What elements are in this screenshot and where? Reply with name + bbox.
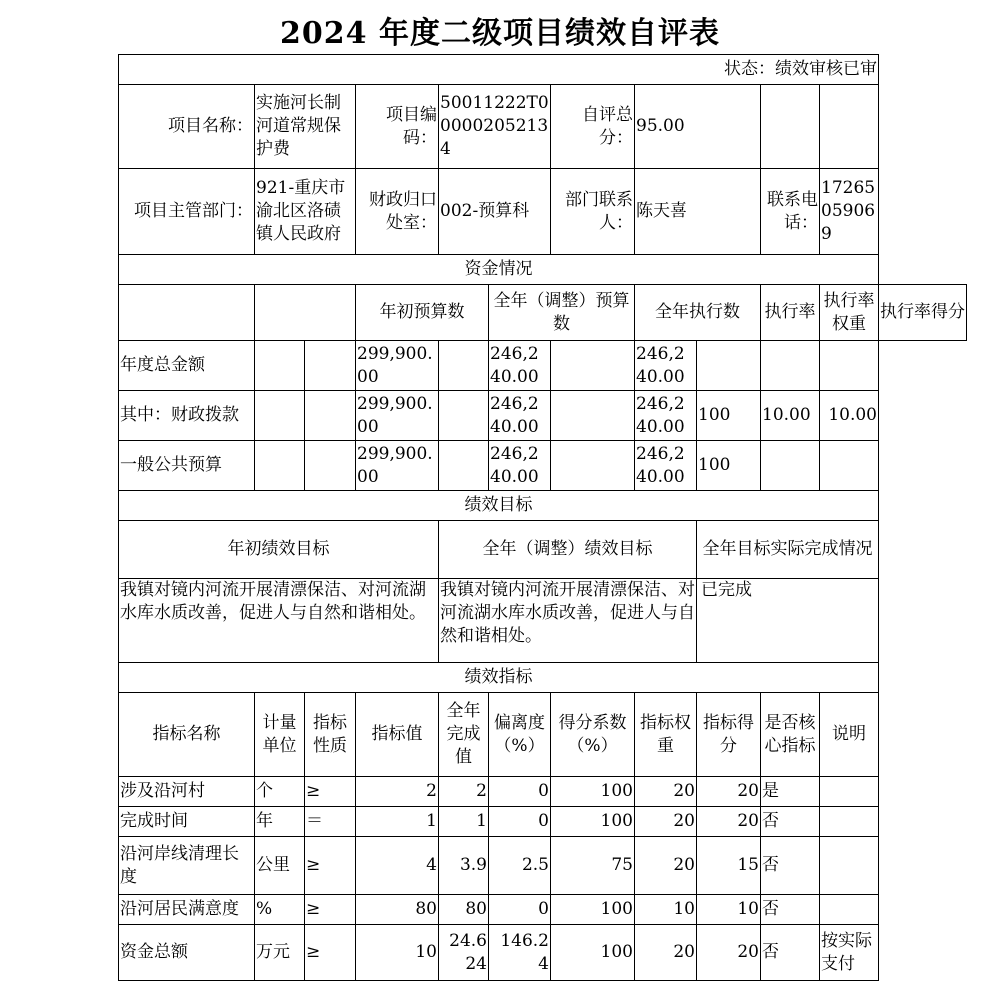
ind-unit: 年	[255, 807, 305, 837]
ind-core: 否	[761, 925, 820, 981]
ind-value: 1	[356, 807, 439, 837]
phone-value: 17265059069	[820, 169, 879, 255]
ind-core: 否	[761, 807, 820, 837]
ind-header: 指标值	[356, 693, 439, 777]
empty-cell	[551, 391, 635, 441]
self-score-label: 自评总分：	[551, 85, 635, 169]
funds-initial: 299,900.00	[356, 391, 439, 441]
ind-header: 指标得分	[697, 693, 761, 777]
ind-unit: 公里	[255, 837, 305, 895]
ind-weight: 20	[635, 925, 697, 981]
ind-name: 涉及沿河村	[119, 777, 255, 807]
funds-executed: 246,240.00	[635, 341, 697, 391]
ind-header: 计量单位	[255, 693, 305, 777]
ind-score: 10	[697, 895, 761, 925]
funds-adjusted: 246,240.00	[489, 391, 551, 441]
evaluation-table	[118, 54, 967, 981]
ind-header: 指标名称	[119, 693, 255, 777]
ind-core: 否	[761, 895, 820, 925]
funds-weight	[761, 441, 820, 491]
goals-header-initial: 年初绩效目标	[119, 521, 439, 579]
goals-header-actual: 全年目标实际完成情况	[697, 521, 879, 579]
ind-coef: 100	[551, 777, 635, 807]
dept-label: 项目主管部门：	[119, 169, 255, 255]
ind-header: 是否核心指标	[761, 693, 820, 777]
empty-cell	[255, 341, 305, 391]
funds-executed: 246,240.00	[635, 441, 697, 491]
funds-header-rate: 执行率	[761, 285, 820, 341]
funds-score	[820, 441, 879, 491]
project-code-label: 项目编码：	[356, 85, 439, 169]
funds-header-weight: 执行率权重	[820, 285, 879, 341]
ind-name: 完成时间	[119, 807, 255, 837]
ind-value: 10	[356, 925, 439, 981]
empty-cell	[255, 441, 305, 491]
funds-weight	[761, 341, 820, 391]
funds-row-label: 一般公共预算	[119, 441, 255, 491]
ind-deviation: 0	[489, 807, 551, 837]
ind-score: 20	[697, 925, 761, 981]
ind-value: 2	[356, 777, 439, 807]
contact-value: 陈天喜	[635, 169, 761, 255]
ind-nature: ≥	[305, 895, 356, 925]
funds-score	[820, 341, 879, 391]
ind-header: 说明	[820, 693, 879, 777]
ind-value: 80	[356, 895, 439, 925]
ind-core: 是	[761, 777, 820, 807]
ind-nature: ＝	[305, 807, 356, 837]
empty-cell	[305, 341, 356, 391]
ind-nature: ≥	[305, 837, 356, 895]
ind-note	[820, 837, 879, 895]
ind-done: 80	[439, 895, 489, 925]
empty-cell	[439, 441, 489, 491]
ind-value: 4	[356, 837, 439, 895]
ind-deviation: 146.24	[489, 925, 551, 981]
funds-score: 10.00	[820, 391, 879, 441]
goals-header-adjusted: 全年（调整）绩效目标	[439, 521, 697, 579]
empty-cell	[255, 285, 356, 341]
funds-initial: 299,900.00	[356, 341, 439, 391]
funds-header-initial: 年初预算数	[356, 285, 489, 341]
self-score: 95.00	[635, 85, 761, 169]
ind-weight: 20	[635, 837, 697, 895]
empty-cell	[551, 341, 635, 391]
project-name-label: 项目名称：	[119, 85, 255, 169]
ind-unit: 个	[255, 777, 305, 807]
dept-value: 921-重庆市渝北区洛碛镇人民政府	[255, 169, 356, 255]
goals-section-title: 绩效目标	[119, 491, 879, 521]
phone-label: 联系电话：	[761, 169, 820, 255]
ind-header: 全年完成值	[439, 693, 489, 777]
empty-cell	[761, 85, 820, 169]
ind-name: 沿河岸线清理长度	[119, 837, 255, 895]
ind-note: 按实际支付	[820, 925, 879, 981]
ind-header: 得分系数（%）	[551, 693, 635, 777]
empty-cell	[551, 441, 635, 491]
indicators-section-title: 绩效指标	[119, 663, 879, 693]
funds-header-adjusted: 全年（调整）预算数	[489, 285, 635, 341]
funds-weight: 10.00	[761, 391, 820, 441]
ind-nature: ≥	[305, 777, 356, 807]
ind-header: 指标性质	[305, 693, 356, 777]
ind-done: 1	[439, 807, 489, 837]
funds-header-executed: 全年执行数	[635, 285, 761, 341]
ind-score: 20	[697, 807, 761, 837]
funds-adjusted: 246,240.00	[489, 441, 551, 491]
funds-row-label: 其中：财政拨款	[119, 391, 255, 441]
ind-unit: 万元	[255, 925, 305, 981]
ind-coef: 100	[551, 807, 635, 837]
ind-deviation: 2.5	[489, 837, 551, 895]
contact-label: 部门联系人：	[551, 169, 635, 255]
funds-initial: 299,900.00	[356, 441, 439, 491]
ind-coef: 100	[551, 925, 635, 981]
ind-name: 沿河居民满意度	[119, 895, 255, 925]
ind-weight: 20	[635, 807, 697, 837]
finance-label: 财政归口处室：	[356, 169, 439, 255]
project-name: 实施河长制河道常规保护费	[255, 85, 356, 169]
ind-score: 20	[697, 777, 761, 807]
ind-note	[820, 807, 879, 837]
empty-cell	[255, 391, 305, 441]
funds-rate: 100	[697, 391, 761, 441]
empty-cell	[305, 391, 356, 441]
goals-adjusted-text: 我镇对镜内河流开展清漂保洁、对河流湖水库水质改善，促进人与自然和谐相处。	[439, 579, 697, 663]
ind-header: 偏离度（%）	[489, 693, 551, 777]
ind-coef: 100	[551, 895, 635, 925]
ind-coef: 75	[551, 837, 635, 895]
ind-core: 否	[761, 837, 820, 895]
ind-deviation: 0	[489, 895, 551, 925]
ind-score: 15	[697, 837, 761, 895]
ind-done: 3.9	[439, 837, 489, 895]
goals-actual-text: 已完成	[697, 579, 879, 663]
empty-cell	[439, 341, 489, 391]
ind-header: 指标权重	[635, 693, 697, 777]
funds-section-title: 资金情况	[119, 255, 879, 285]
empty-cell	[305, 441, 356, 491]
ind-done: 2	[439, 777, 489, 807]
status-text: 状态：绩效审核已审	[119, 55, 879, 85]
finance-value: 002-预算科	[439, 169, 551, 255]
funds-rate: 100	[697, 441, 761, 491]
funds-row-label: 年度总金额	[119, 341, 255, 391]
ind-done: 24.624	[439, 925, 489, 981]
project-code: 50011222T000002052134	[439, 85, 551, 169]
empty-cell	[119, 285, 255, 341]
ind-note	[820, 895, 879, 925]
goals-initial-text: 我镇对镜内河流开展清漂保洁、对河流湖水库水质改善，促进人与自然和谐相处。	[119, 579, 439, 663]
ind-name: 资金总额	[119, 925, 255, 981]
ind-note	[820, 777, 879, 807]
funds-executed: 246,240.00	[635, 391, 697, 441]
funds-header-score: 执行率得分	[879, 285, 967, 341]
funds-adjusted: 246,240.00	[489, 341, 551, 391]
ind-weight: 20	[635, 777, 697, 807]
funds-rate	[697, 341, 761, 391]
ind-deviation: 0	[489, 777, 551, 807]
empty-cell	[439, 391, 489, 441]
ind-nature: ≥	[305, 925, 356, 981]
ind-unit: %	[255, 895, 305, 925]
page-title: 2024 年度二级项目绩效自评表	[280, 16, 720, 51]
empty-cell	[820, 85, 879, 169]
ind-weight: 10	[635, 895, 697, 925]
